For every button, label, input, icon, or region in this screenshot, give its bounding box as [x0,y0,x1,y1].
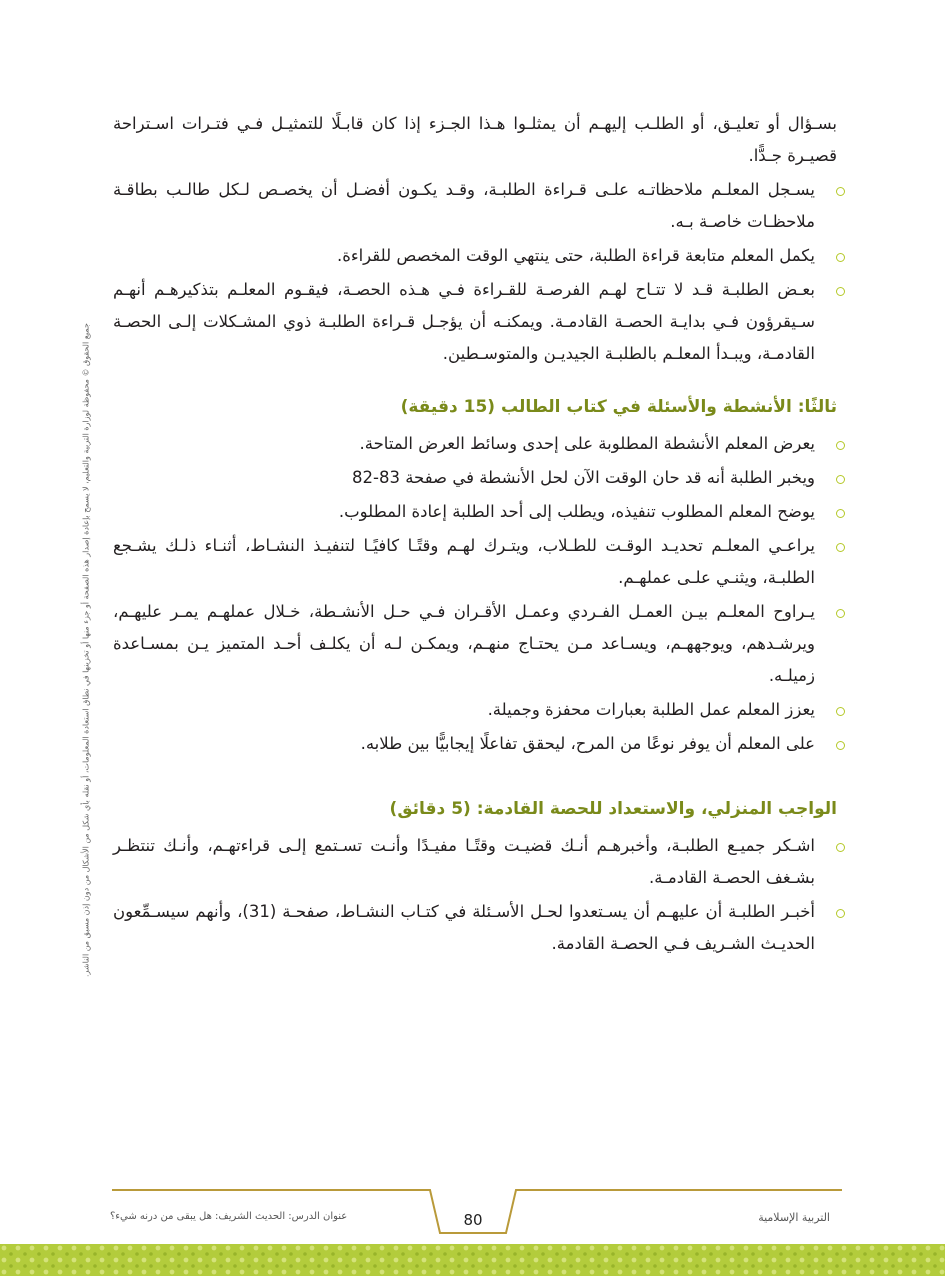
list-item [113,596,837,692]
list-item-text: يعزز المعلم عمل الطلبة بعبارات محفزة وجميلة. [487,700,815,719]
list-item-text: بعـض الطلبـة قـد لا تتـاح لهـم الفرصـة للقـراءة فـي هـذه الحصـة، فيقـوم المعلـم بتذكيرهـم أنهـم سـيقرؤون فـي بدايـة الحصـة القادمـة. ويمكنـه أن يؤجـل قـراءة الطلبـة ذوي المشـكلات إلـى الحصـة القادمـة، ويبـدأ المعلـم بالطلبـة الجيديـن والمتوسـطين. [113,280,815,363]
bullet-icon [836,909,845,918]
list-item [113,496,837,528]
page-footer [0,1185,945,1276]
list-item-text: يسـجل المعلـم ملاحظاتـه علـى قـراءة الطلبـة، وقـد يكـون أفضـل أن يخصـص لـكل طالـب بطاقـة ملاحظـات خاصـة بـه. [113,180,815,231]
section-heading-homework: الواجب المنزلي، والاستعداد للحصة القادمة: (5 دقائق) [389,799,837,819]
reading-bullet-list [113,174,837,370]
bullet-icon [836,475,845,484]
bullet-icon [836,609,845,618]
bullet-icon [836,741,845,750]
list-item-text: يـراوح المعلـم بيـن العمـل الفـردي وعمـل الأقـران فـي حـل الأنشـطة، خـلال عملهـم يمـر عليهـم، ويرشـدهم، ويوجههـم، ويسـاعد مـن يحتـاج منهـم، ويمكـن لـه أن يكلـف أحـد المتميز يـن بمسـاعدة زميلـه. [113,602,815,685]
list-item [113,830,837,894]
list-item [113,728,837,760]
list-item-text: يوضح المعلم المطلوب تنفيذه، ويطلب إلى أحد الطلبة إعادة المطلوب. [338,502,815,521]
homework-bullet-list [113,830,837,960]
list-item [113,694,837,726]
copyright-sidebar [78,300,94,1000]
band-pattern [0,1244,945,1276]
list-item [113,530,837,594]
footer-subject: التربية الإسلامية [758,1211,830,1224]
bullet-icon [836,187,845,196]
list-item [113,274,837,370]
list-item [113,896,837,960]
list-item-text: يعرض المعلم الأنشطة المطلوبة على إحدى وسائط العرض المتاحة. [359,434,815,453]
list-item-text: على المعلم أن يوفر نوعًا من المرح، ليحقق تفاعلًا إيجابيًّا بين طلابه. [360,734,815,753]
list-item-text: أخبـر الطلبـة أن عليهـم أن يسـتعدوا لحـل الأسـئلة في كتـاب النشـاط، صفحـة (31)، وأنهم سيسـمِّعون الحديـث الشـريف فـي الحصـة القادمة. [113,902,816,953]
footer-decorative-band [0,1244,945,1276]
copyright-note: جميع الحقوق © محفوظة لوزارة التربية والتعليم، لا يسمح بإعادة إصدار هذه الصفحة أو جزء منها أو تخزينها في نطاق استعادة المعلومات، أو نقله بأي شكل من الأشكال من دون إذن مسبق من الناشر. [81,323,91,977]
list-item-text: يراعـي المعلـم تحديـد الوقـت للطـلاب، ويتـرك لهـم وقتًـا كافيًـا لتنفيـذ النشـاط، أثنـاء ذلـك يشـجع الطلبـة، ويثنـي علـى عملهـم. [113,536,815,587]
page-number: 80 [463,1211,483,1229]
bullet-icon [836,843,845,852]
bullet-icon [836,441,845,450]
intro-paragraph: بسـؤال أو تعليـق، أو الطلـب إليهـم أن يمثلـوا هـذا الجـزء إذا كان قابـلًا للتمثيـل فـي فتـرات اسـتراحة قصيـرة جـدًّا. [113,114,837,165]
list-item-text: اشـكر جميـع الطلبـة، وأخبرهـم أنـك قضيـت وقتًـا مفيـدًا وأنـت تسـتمع إلـى قراءتهـم، وأنـك تنتظـر بشـغف الحصـة القادمـة. [113,836,815,887]
list-item-text: ويخبر الطلبة أنه قد حان الوقت الآن لحل الأنشطة في صفحة 83-82 [352,468,815,487]
list-item-text: يكمل المعلم متابعة قراءة الطلبة، حتى ينتهي الوقت المخصص للقراءة. [336,246,815,265]
list-item [113,428,837,460]
activities-bullet-list [113,428,837,760]
bullet-icon [836,543,845,552]
section-heading-activities: ثالثًا: الأنشطة والأسئلة في كتاب الطالب (15 دقيقة) [400,397,837,417]
bullet-icon [836,509,845,518]
bullet-icon [836,287,845,296]
list-item [113,174,837,238]
page-content [113,108,837,962]
list-item [113,462,837,494]
bullet-icon [836,253,845,262]
bullet-icon [836,707,845,716]
list-item [113,240,837,272]
footer-lesson-title: عنوان الدرس: الحديث الشريف: هل يبقى من درنه شيء؟ [110,1211,348,1222]
